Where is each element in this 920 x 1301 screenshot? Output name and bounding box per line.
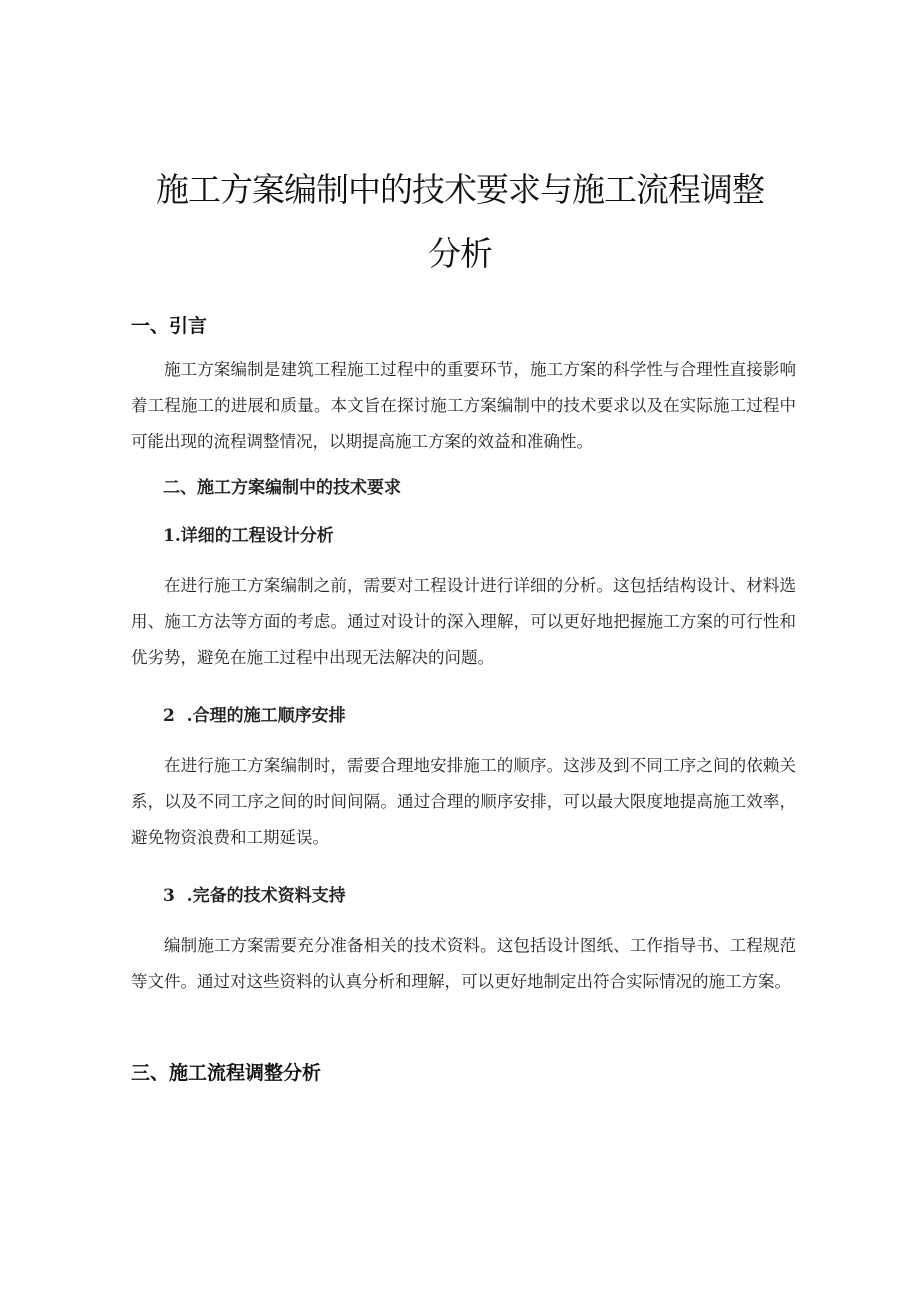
section-heading-introduction: 一、引言 (131, 315, 208, 337)
construction-sequence-paragraph: 在进行施工方案编制时，需要合理地安排施工的顺序。这涉及到不同工序之间的依赖关系，以及不同工序之间的时间间隔。通过合理的顺序安排，可以最大限度地提高施工效率，避免物资浪费和工期延误。 (131, 756, 796, 847)
subsection-heading-design-analysis: 1.详细的工程设计分析 (163, 526, 334, 546)
document-title-line-1: 施工方案编制中的技术要求与施工流程调整 (156, 170, 764, 209)
subsection-heading-technical-documents: 3 .完备的技术资料支持 (163, 886, 346, 906)
subsection-heading-construction-sequence: 2 .合理的施工顺序安排 (163, 706, 346, 726)
design-analysis-paragraph: 在进行施工方案编制之前，需要对工程设计进行详细的分析。这包括结构设计、材料选用、施工方法等方面的考虑。通过对设计的深入理解，可以更好地把握施工方案的可行性和优劣势，避免在施工过程中出现无法解决的问题。 (131, 576, 796, 667)
introduction-paragraph: 施工方案编制是建筑工程施工过程中的重要环节，施工方案的科学性与合理性直接影响着工程施工的进展和质量。本文旨在探讨施工方案编制中的技术要求以及在实际施工过程中可能出现的流程调整情况，以期提高施工方案的效益和准确性。 (131, 360, 796, 451)
document-title-line-2: 分析 (428, 234, 492, 273)
section-heading-technical-requirements: 二、施工方案编制中的技术要求 (163, 478, 401, 498)
technical-documents-paragraph: 编制施工方案需要充分准备相关的技术资料。这包括设计图纸、工作指导书、工程规范等文件。通过对这些资料的认真分析和理解，可以更好地制定出符合实际情况的施工方案。 (131, 936, 796, 991)
section-heading-process-adjustment: 三、施工流程调整分析 (131, 1062, 322, 1084)
